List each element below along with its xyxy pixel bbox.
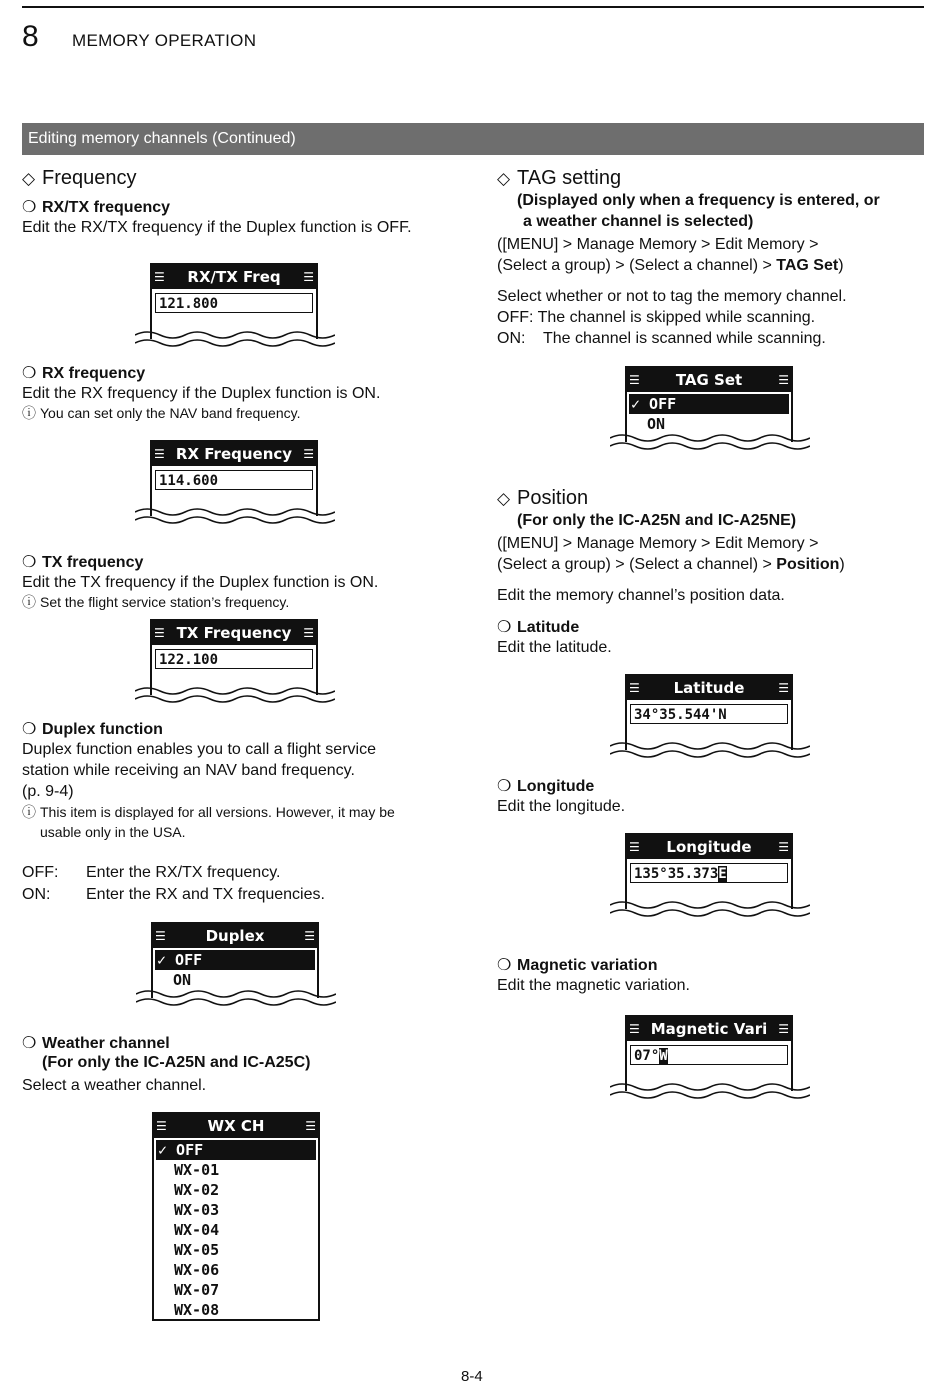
duplex-note-1: ⓘ This item is displayed for all versions. However, it may be xyxy=(22,804,395,820)
page-number: 8-4 xyxy=(461,1368,483,1385)
circle-bullet-icon: ❍ xyxy=(22,1035,37,1052)
screen-item-off: ✓ OFF xyxy=(155,950,315,970)
duplex-note-2: usable only in the USA. xyxy=(40,824,186,840)
position-heading: ◇ Position xyxy=(497,487,589,509)
position-path-2: (Select a group) > (Select a channel) > Position) xyxy=(497,556,845,573)
magvar-body: Edit the magnetic variation. xyxy=(497,977,690,994)
screen-title: ☰ WX CH ☰ xyxy=(154,1114,318,1138)
duplex-off-text: Enter the RX/TX frequency. xyxy=(86,864,281,881)
tag-path-2: (Select a group) > (Select a channel) > TAG Set) xyxy=(497,257,844,274)
duplex-body-3: (p. 9-4) xyxy=(22,783,74,800)
longitude-heading: ❍ Longitude xyxy=(497,778,595,795)
duplex-heading: ❍ Duplex function xyxy=(22,721,163,738)
position-sub: (For only the IC-A25N and IC-A25NE) xyxy=(517,512,797,529)
rx-screen xyxy=(135,440,335,532)
tag-on-label: ON: xyxy=(497,330,526,347)
screen-item-on: ON xyxy=(647,415,666,433)
screen-title: ☰ Longitude ☰ xyxy=(627,835,791,859)
screen-title: ☰ TAG Set ☰ xyxy=(627,368,791,392)
wx-screen xyxy=(137,1112,337,1322)
screen-item: WX-04 xyxy=(174,1221,220,1239)
tag-screen xyxy=(610,366,810,458)
diamond-icon: ◇ xyxy=(497,169,511,188)
info-icon: ⓘ xyxy=(22,594,36,610)
screen-item: WX-02 xyxy=(174,1181,220,1199)
latitude-body: Edit the latitude. xyxy=(497,639,612,656)
latitude-screen xyxy=(610,674,810,766)
tx-heading: ❍ TX frequency xyxy=(22,554,144,571)
chapter-title: MEMORY OPERATION xyxy=(72,31,257,50)
screen-item: WX-05 xyxy=(174,1241,220,1259)
tag-sub-2: a weather channel is selected) xyxy=(523,213,754,230)
duplex-body-2: station while receiving an NAV band frequency. xyxy=(22,762,355,779)
screen-field: 122.100 xyxy=(155,649,313,669)
tx-note: ⓘ Set the flight service station’s frequency. xyxy=(22,594,290,610)
duplex-screen xyxy=(136,922,336,1014)
frequency-heading: ◇ Frequency xyxy=(22,167,137,189)
latitude-heading: ❍ Latitude xyxy=(497,619,580,636)
screen-title: ☰ RX Frequency ☰ xyxy=(152,442,316,466)
rxtx-heading: ❍ RX/TX frequency xyxy=(22,199,171,216)
tag-on-text: The channel is scanned while scanning. xyxy=(543,330,826,347)
screen-item-off: ✓ OFF xyxy=(629,394,789,414)
top-rule xyxy=(22,6,924,8)
weather-heading: ❍ Weather channel xyxy=(22,1035,170,1052)
rxtx-body: Edit the RX/TX frequency if the Duplex function is OFF. xyxy=(22,219,412,236)
screen-field: 07°W xyxy=(630,1045,788,1065)
circle-bullet-icon: ❍ xyxy=(497,957,512,974)
position-path-1: ([MENU] > Manage Memory > Edit Memory > xyxy=(497,535,819,552)
screen-field: 135°35.373E xyxy=(630,863,788,883)
torn-edge-wave xyxy=(135,329,335,353)
chapter-number: 8 xyxy=(22,20,39,53)
rx-body: Edit the RX frequency if the Duplex function is ON. xyxy=(22,385,381,402)
position-body: Edit the memory channel’s position data. xyxy=(497,587,785,604)
torn-edge-wave xyxy=(136,988,336,1012)
duplex-on-label: ON: xyxy=(22,886,51,903)
tx-screen xyxy=(135,619,335,711)
circle-bullet-icon: ❍ xyxy=(22,721,37,738)
magvar-screen xyxy=(610,1015,810,1107)
circle-bullet-icon: ❍ xyxy=(22,365,37,382)
screen-title: ☰ TX Frequency ☰ xyxy=(152,621,316,645)
screen-item: WX-07 xyxy=(174,1281,220,1299)
circle-bullet-icon: ❍ xyxy=(22,199,37,216)
rx-heading: ❍ RX frequency xyxy=(22,365,146,382)
screen-item: WX-03 xyxy=(174,1201,220,1219)
cursor: E xyxy=(718,866,727,882)
screen-title: ☰ RX/TX Freq ☰ xyxy=(152,265,316,289)
screen-item: WX-01 xyxy=(174,1161,220,1179)
weather-body: Select a weather channel. xyxy=(22,1077,207,1094)
torn-edge-wave xyxy=(610,1081,810,1105)
torn-edge-wave xyxy=(135,506,335,530)
info-icon: ⓘ xyxy=(22,804,36,820)
torn-edge-wave xyxy=(135,685,335,709)
tag-off-text: OFF: The channel is skipped while scanning. xyxy=(497,309,816,326)
duplex-body-1: Duplex function enables you to call a flight service xyxy=(22,741,376,758)
torn-edge-wave xyxy=(610,740,810,764)
torn-edge-wave xyxy=(610,899,810,923)
longitude-body: Edit the longitude. xyxy=(497,798,626,815)
magvar-heading: ❍ Magnetic variation xyxy=(497,957,658,974)
duplex-off-label: OFF: xyxy=(22,864,59,881)
tag-heading: ◇ TAG setting xyxy=(497,167,622,189)
screen-item: WX-06 xyxy=(174,1261,220,1279)
screen-title: ☰ Magnetic Vari ☰ xyxy=(627,1017,791,1041)
weather-sub: (For only the IC-A25N and IC-A25C) xyxy=(42,1054,311,1071)
circle-bullet-icon: ❍ xyxy=(497,619,512,636)
info-icon: ⓘ xyxy=(22,405,36,421)
screen-field: 34°35.544'N xyxy=(630,704,788,724)
section-banner-text: Editing memory channels (Continued) xyxy=(28,130,296,147)
duplex-on-text: Enter the RX and TX frequencies. xyxy=(86,886,325,903)
diamond-icon: ◇ xyxy=(497,489,511,508)
screen-title: ☰ Duplex ☰ xyxy=(153,924,317,948)
circle-bullet-icon: ❍ xyxy=(22,554,37,571)
cursor: W xyxy=(659,1048,668,1064)
tag-body: Select whether or not to tag the memory channel. xyxy=(497,288,847,305)
screen-item-on: ON xyxy=(173,971,192,989)
torn-edge-wave xyxy=(610,432,810,456)
tag-sub-1: (Displayed only when a frequency is entered, or xyxy=(517,192,880,209)
circle-bullet-icon: ❍ xyxy=(497,778,512,795)
tag-path-1: ([MENU] > Manage Memory > Edit Memory > xyxy=(497,236,819,253)
longitude-screen xyxy=(610,833,810,925)
screen-field: 121.800 xyxy=(155,293,313,313)
rxtx-screen xyxy=(135,263,335,355)
screen-item: WX-08 xyxy=(174,1301,220,1319)
rx-note: ⓘ You can set only the NAV band frequency. xyxy=(22,405,301,421)
screen-title: ☰ Latitude ☰ xyxy=(627,676,791,700)
tx-body: Edit the TX frequency if the Duplex function is ON. xyxy=(22,574,379,591)
diamond-icon: ◇ xyxy=(22,169,36,188)
section-banner xyxy=(22,123,924,155)
screen-item: ✓ OFF xyxy=(156,1140,316,1160)
screen-field: 114.600 xyxy=(155,470,313,490)
